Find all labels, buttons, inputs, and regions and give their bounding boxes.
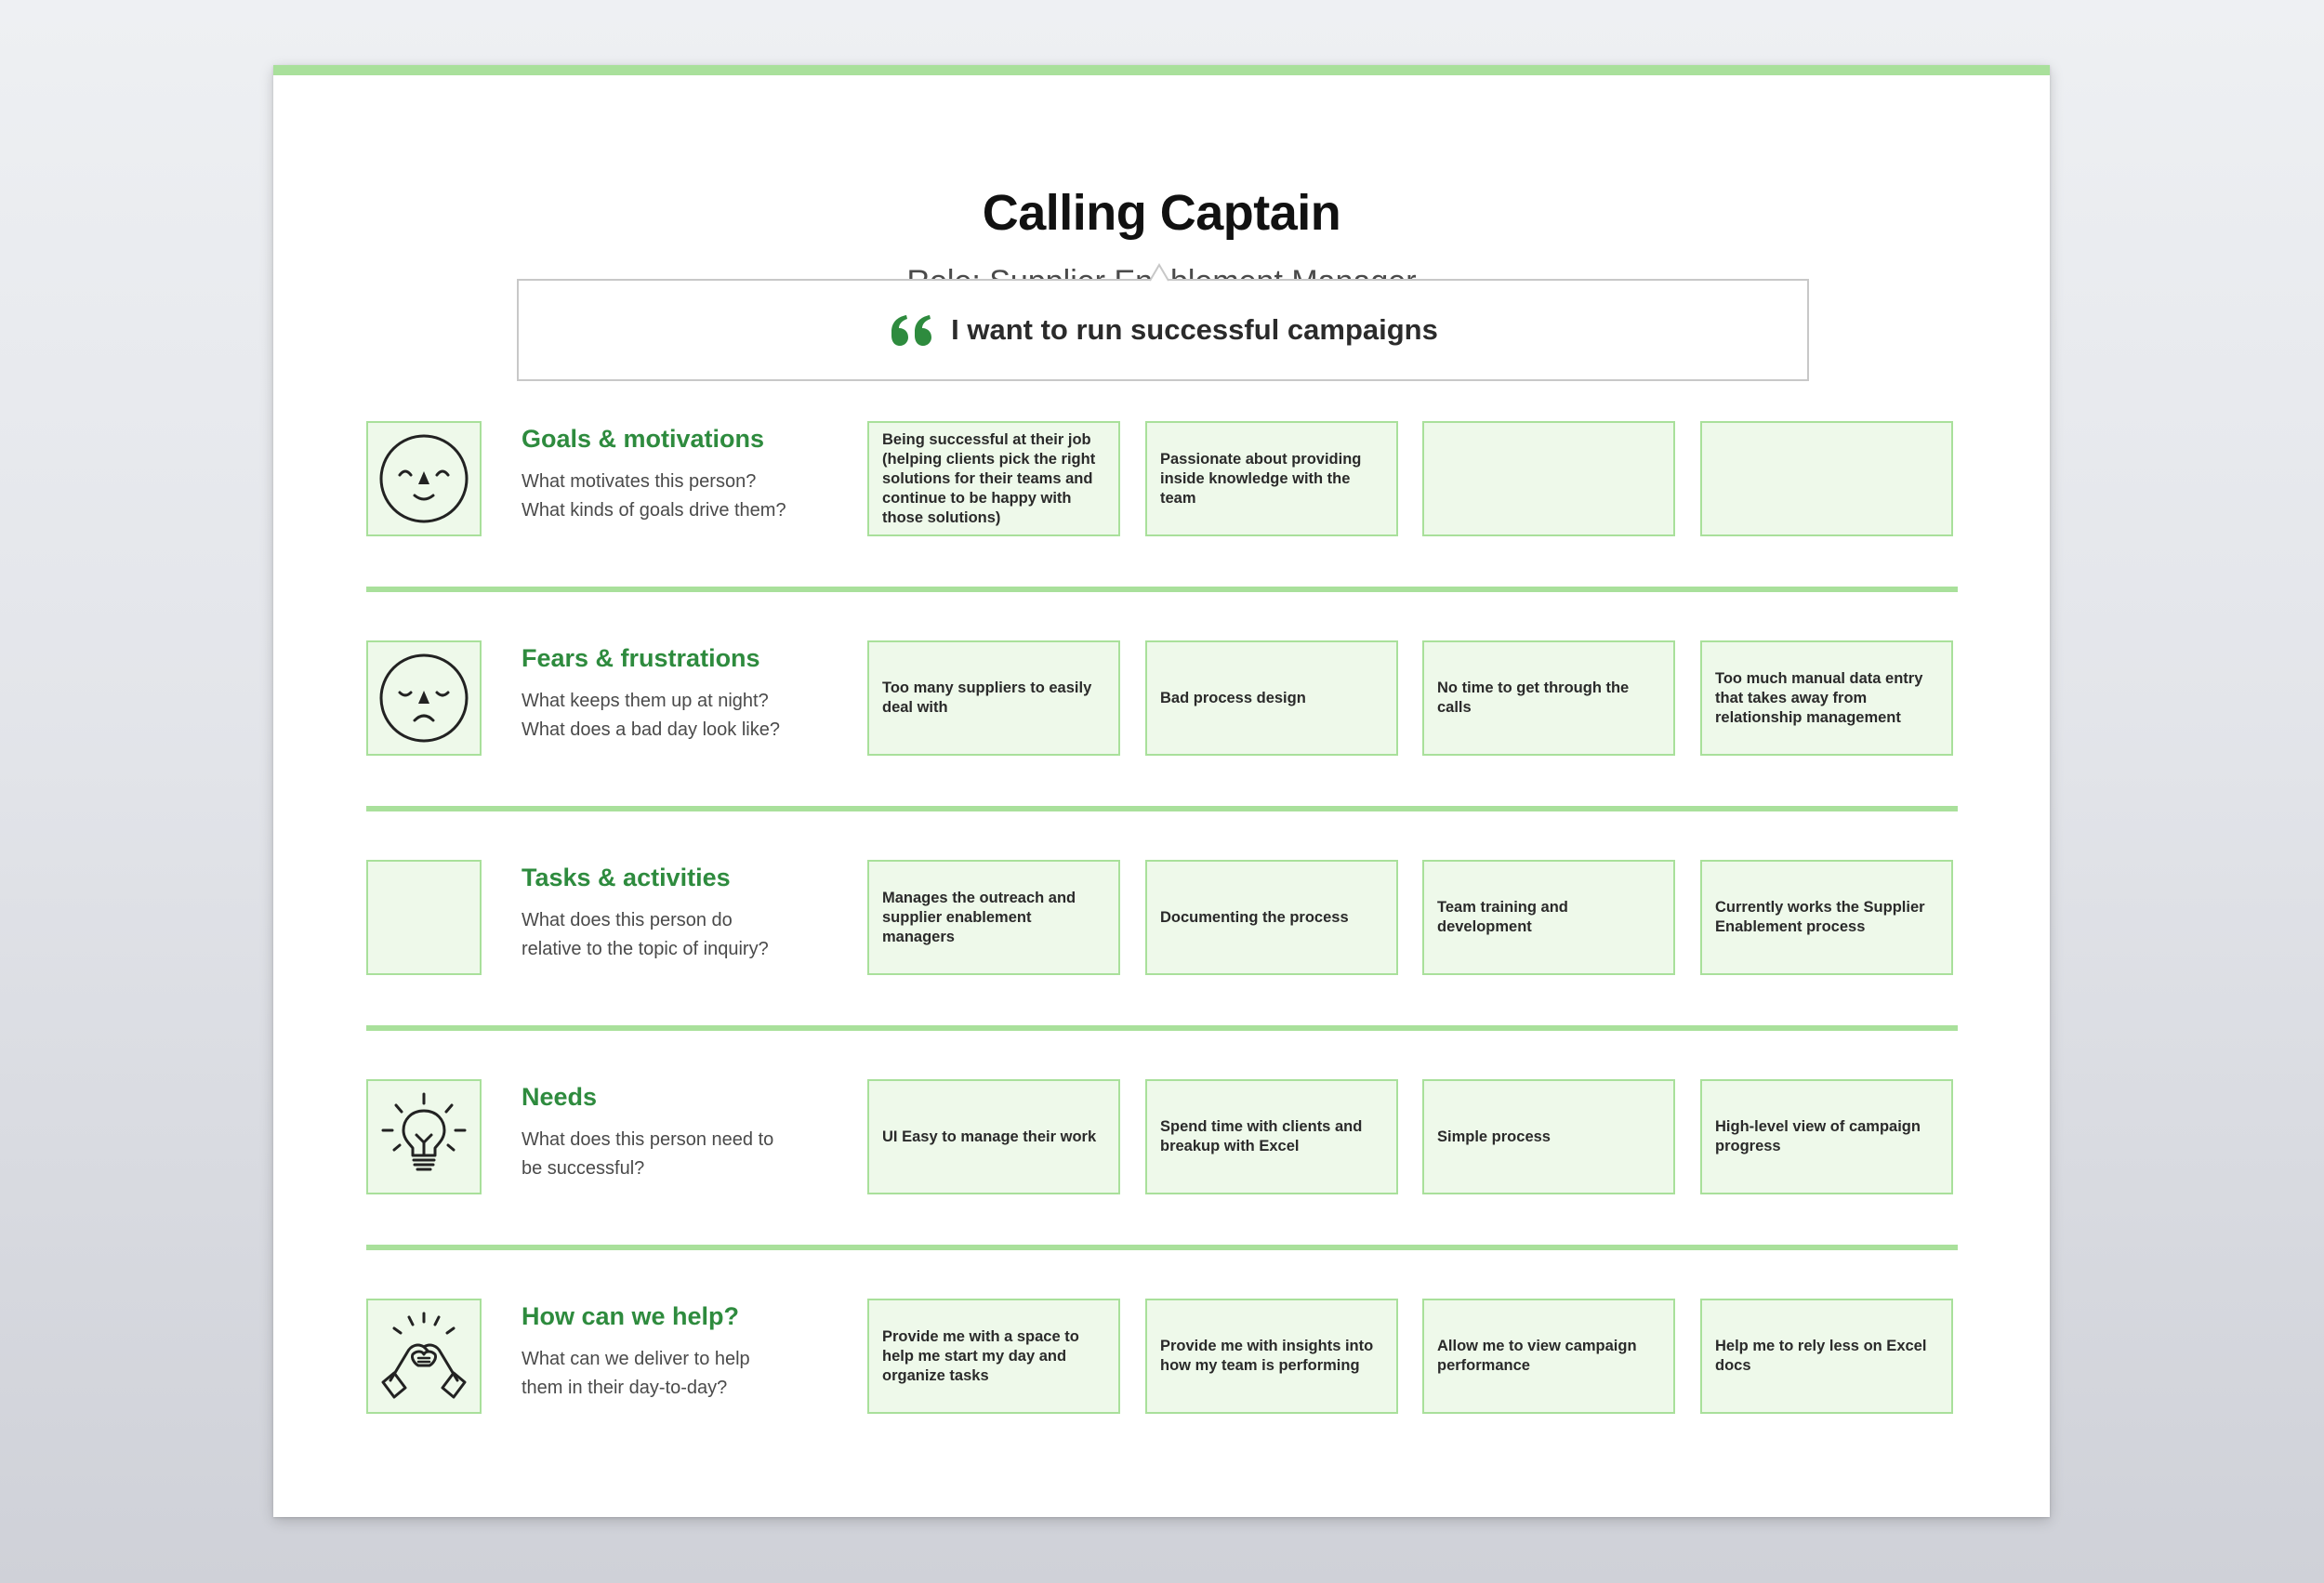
section-title: How can we help?	[522, 1302, 740, 1330]
section-question: them in their day-to-day?	[522, 1378, 728, 1398]
section-questions	[522, 1126, 819, 1183]
quote-box	[517, 279, 1809, 381]
frown-face-icon	[376, 650, 472, 746]
section-icon-box	[366, 1079, 482, 1194]
sticky-note-card[interactable]: Team training and development	[1422, 860, 1675, 975]
sticky-note-card[interactable]: Help me to rely less on Excel docs	[1700, 1299, 1953, 1414]
section-fears-frustrations	[366, 640, 1958, 757]
section-icon-box	[366, 1299, 482, 1414]
sticky-note-card[interactable]: Too many suppliers to easily deal with	[867, 640, 1120, 756]
section-title: Fears & frustrations	[522, 644, 760, 672]
section-goals-motivations	[366, 421, 1958, 537]
section-tasks-activities	[366, 860, 1958, 976]
section-how-can-we-help	[366, 1299, 1958, 1415]
section-title: Tasks & activities	[522, 864, 731, 891]
smile-face-icon	[376, 430, 472, 527]
board-top-accent-bar	[273, 65, 2050, 75]
sticky-note-card[interactable]: Spend time with clients and breakup with Excel	[1145, 1079, 1398, 1194]
quote-mark-icon	[888, 313, 936, 347]
section-question: What kinds of goals drive them?	[522, 500, 786, 521]
section-question: What can we deliver to help	[522, 1349, 750, 1369]
section-questions	[522, 906, 819, 964]
section-question: What does this person do	[522, 910, 733, 930]
section-question: be successful?	[522, 1158, 645, 1179]
sticky-note-card[interactable]	[1700, 421, 1953, 536]
sticky-note-card[interactable]: Bad process design	[1145, 640, 1398, 756]
section-divider	[366, 587, 1958, 592]
section-divider	[366, 1025, 1958, 1031]
sticky-note-card[interactable]: High-level view of campaign progress	[1700, 1079, 1953, 1194]
sticky-note-card[interactable]: Documenting the process	[1145, 860, 1398, 975]
sticky-note-card[interactable]: Allow me to view campaign performance	[1422, 1299, 1675, 1414]
persona-name: Calling Captain	[982, 185, 1341, 241]
section-needs	[366, 1079, 1958, 1195]
sticky-note-card[interactable]: UI Easy to manage their work	[867, 1079, 1120, 1194]
section-question: What does a bad day look like?	[522, 719, 780, 740]
sticky-note-card[interactable]: Currently works the Supplier Enablement process	[1700, 860, 1953, 975]
sticky-note-card[interactable]: Simple process	[1422, 1079, 1675, 1194]
section-divider	[366, 1245, 1958, 1250]
section-title: Goals & motivations	[522, 425, 765, 453]
sticky-note-card[interactable]: Passionate about providing inside knowledge with the team	[1145, 421, 1398, 536]
sticky-note-card[interactable]	[1422, 421, 1675, 536]
section-divider	[366, 806, 1958, 811]
sticky-note-card[interactable]: Too much manual data entry that takes away from relationship management	[1700, 640, 1953, 756]
quote-pointer	[1150, 263, 1169, 282]
sticky-note-card[interactable]: Provide me with a space to help me start my day and organize tasks	[867, 1299, 1120, 1414]
section-title: Needs	[522, 1083, 598, 1111]
sticky-note-card[interactable]: No time to get through the calls	[1422, 640, 1675, 756]
section-questions	[522, 687, 819, 745]
sticky-note-card[interactable]: Being successful at their job (helping clients pick the right solutions for their teams and continue to be happy with those solutions)	[867, 421, 1120, 536]
section-questions	[522, 1345, 819, 1403]
lightbulb-icon	[376, 1088, 472, 1185]
sticky-note-card[interactable]: Provide me with insights into how my team is performing	[1145, 1299, 1398, 1414]
section-icon-box	[366, 421, 482, 536]
section-icon-box	[366, 860, 482, 975]
handshake-icon	[376, 1308, 472, 1405]
section-question: What keeps them up at night?	[522, 691, 769, 711]
section-question: relative to the topic of inquiry?	[522, 939, 769, 959]
section-questions	[522, 468, 819, 525]
section-icon-box	[366, 640, 482, 756]
persona-board	[273, 65, 2050, 1517]
section-question: What does this person need to	[522, 1129, 774, 1150]
persona-quote: I want to run successful campaigns	[951, 313, 1438, 346]
section-question: What motivates this person?	[522, 471, 757, 492]
sticky-note-card[interactable]: Manages the outreach and supplier enablement managers	[867, 860, 1120, 975]
